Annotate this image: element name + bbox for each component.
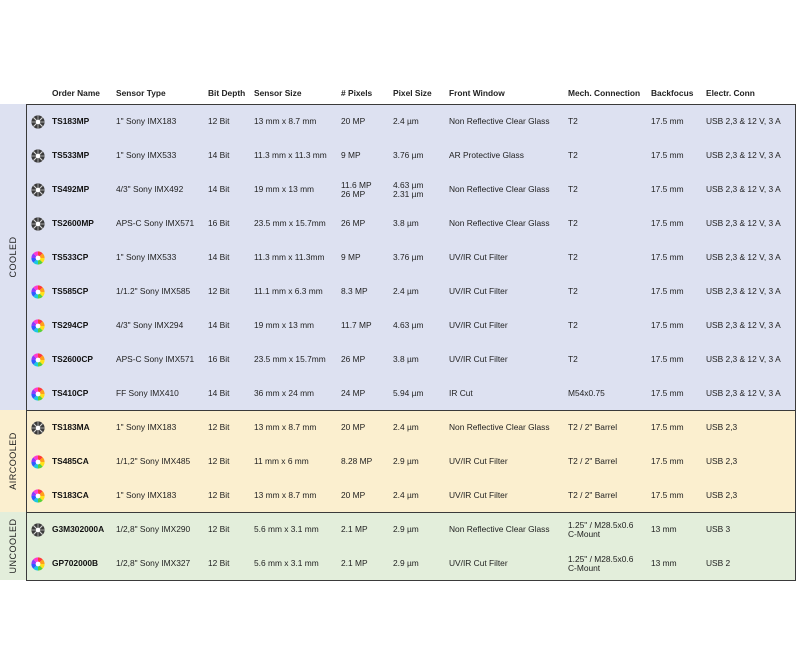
sensor-type-cell: 1/1.2" Sony IMX585 (116, 286, 191, 297)
backfocus-cell: 17.5 mm (651, 354, 684, 365)
mech-connection-cell: T2 (568, 354, 578, 365)
sensor-size-cell: 5.6 mm x 3.1 mm (254, 558, 319, 569)
table-row (27, 275, 795, 309)
pixels-cell: 26 MP (341, 218, 366, 229)
bit-depth-cell: 12 Bit (208, 116, 230, 127)
pixel-size-cell: 3.8 µm (393, 354, 419, 365)
order-name-cell: TS2600MP (52, 218, 94, 229)
mech-connection-cell: T2 (568, 320, 578, 331)
column-header: # Pixels (341, 88, 373, 98)
table-row (27, 309, 795, 343)
sensor-size-cell: 11.3 mm x 11.3 mm (254, 150, 327, 161)
pixel-size-cell: 4.63 µm (393, 320, 424, 331)
backfocus-cell: 17.5 mm (651, 252, 684, 263)
order-name-cell: TS410CP (52, 388, 89, 399)
backfocus-cell: 17.5 mm (651, 218, 684, 229)
table-row (27, 139, 795, 173)
electr-conn-cell: USB 2,3 & 12 V, 3 A (706, 286, 781, 297)
electr-conn-cell: USB 2,3 (706, 490, 738, 501)
mech-connection-cell: M54x0.75 (568, 388, 605, 399)
sensor-type-cell: 1" Sony IMX183 (116, 116, 177, 127)
group-label-uncooled: UNCOOLED (0, 512, 26, 580)
order-name-cell: TS485CA (52, 456, 89, 467)
backfocus-cell: 17.5 mm (651, 490, 684, 501)
front-window-cell: UV/IR Cut Filter (449, 320, 508, 331)
pixel-size-cell: 4.63 µm 2.31 µm (393, 179, 424, 199)
mono-sensor-icon (31, 149, 45, 163)
mech-connection-cell: 1.25" / M28.5x0.6 C-Mount (568, 553, 634, 573)
pixel-size-cell: 3.76 µm (393, 252, 424, 263)
pixel-size-cell: 2.9 µm (393, 524, 419, 535)
mech-connection-cell: T2 (568, 184, 578, 195)
color-sensor-icon (31, 455, 45, 469)
order-name-cell: TS2600CP (52, 354, 93, 365)
backfocus-cell: 17.5 mm (651, 456, 684, 467)
sensor-size-cell: 23.5 mm x 15.7mm (254, 354, 326, 365)
group-uncooled (26, 512, 796, 581)
table-row (27, 241, 795, 275)
electr-conn-cell: USB 2,3 & 12 V, 3 A (706, 218, 781, 229)
order-name-cell: TS533CP (52, 252, 89, 263)
pixel-size-cell: 2.9 µm (393, 456, 419, 467)
front-window-cell: Non Reflective Clear Glass (449, 116, 550, 127)
order-name-cell: G3M302000A (52, 524, 105, 535)
pixel-size-cell: 3.8 µm (393, 218, 419, 229)
order-name-cell: TS183MA (52, 422, 90, 433)
color-sensor-icon (31, 557, 45, 571)
backfocus-cell: 17.5 mm (651, 184, 684, 195)
mech-connection-cell: T2 (568, 286, 578, 297)
electr-conn-cell: USB 2 (706, 558, 731, 569)
bit-depth-cell: 14 Bit (208, 150, 230, 161)
pixel-size-cell: 2.9 µm (393, 558, 419, 569)
pixels-cell: 20 MP (341, 116, 366, 127)
table-row (27, 105, 795, 139)
sensor-type-cell: 1/2,8" Sony IMX290 (116, 524, 191, 535)
pixel-size-cell: 5.94 µm (393, 388, 424, 399)
pixels-cell: 8.3 MP (341, 286, 368, 297)
sensor-size-cell: 13 mm x 8.7 mm (254, 116, 317, 127)
bit-depth-cell: 16 Bit (208, 354, 230, 365)
sensor-type-cell: 4/3" Sony IMX294 (116, 320, 184, 331)
group-aircooled (26, 410, 796, 513)
sensor-type-cell: APS-C Sony IMX571 (116, 354, 195, 365)
mech-connection-cell: 1.25" / M28.5x0.6 C-Mount (568, 519, 634, 539)
mech-connection-cell: T2 / 2" Barrel (568, 456, 618, 467)
front-window-cell: Non Reflective Clear Glass (449, 218, 550, 229)
bit-depth-cell: 12 Bit (208, 558, 230, 569)
table-row (27, 547, 795, 581)
sensor-size-cell: 13 mm x 8.7 mm (254, 422, 317, 433)
sensor-type-cell: 1" Sony IMX183 (116, 490, 177, 501)
column-header: Bit Depth (208, 88, 246, 98)
sensor-type-cell: 1/1,2" Sony IMX485 (116, 456, 191, 467)
column-header: Electr. Conn (706, 88, 755, 98)
electr-conn-cell: USB 2,3 & 12 V, 3 A (706, 116, 781, 127)
bit-depth-cell: 12 Bit (208, 456, 230, 467)
sensor-type-cell: 4/3" Sony IMX492 (116, 184, 184, 195)
column-header: Sensor Size (254, 88, 302, 98)
mech-connection-cell: T2 / 2" Barrel (568, 422, 618, 433)
order-name-cell: TS533MP (52, 150, 90, 161)
sensor-type-cell: 1/2,8" Sony IMX327 (116, 558, 191, 569)
bit-depth-cell: 14 Bit (208, 388, 230, 399)
sensor-type-cell: FF Sony IMX410 (116, 388, 179, 399)
table-row (27, 445, 795, 479)
sensor-size-cell: 23.5 mm x 15.7mm (254, 218, 326, 229)
color-sensor-icon (31, 251, 45, 265)
sensor-size-cell: 11.1 mm x 6.3 mm (254, 286, 323, 297)
bit-depth-cell: 14 Bit (208, 320, 230, 331)
pixel-size-cell: 2.4 µm (393, 116, 419, 127)
electr-conn-cell: USB 2,3 & 12 V, 3 A (706, 320, 781, 331)
group-cooled (26, 104, 796, 411)
mech-connection-cell: T2 (568, 116, 578, 127)
table-row (27, 513, 795, 547)
front-window-cell: UV/IR Cut Filter (449, 286, 508, 297)
electr-conn-cell: USB 2,3 & 12 V, 3 A (706, 354, 781, 365)
electr-conn-cell: USB 2,3 (706, 456, 738, 467)
bit-depth-cell: 12 Bit (208, 524, 230, 535)
table-row (27, 207, 795, 241)
bit-depth-cell: 14 Bit (208, 252, 230, 263)
column-header: Mech. Connection (568, 88, 641, 98)
front-window-cell: UV/IR Cut Filter (449, 558, 508, 569)
mech-connection-cell: T2 (568, 218, 578, 229)
backfocus-cell: 13 mm (651, 524, 677, 535)
mono-sensor-icon (31, 115, 45, 129)
sensor-size-cell: 11.3 mm x 11.3mm (254, 252, 325, 263)
column-header: Sensor Type (116, 88, 166, 98)
pixels-cell: 11.7 MP (341, 320, 372, 331)
backfocus-cell: 17.5 mm (651, 422, 684, 433)
front-window-cell: IR Cut (449, 388, 473, 399)
bit-depth-cell: 12 Bit (208, 422, 230, 433)
electr-conn-cell: USB 3 (706, 524, 731, 535)
mono-sensor-icon (31, 217, 45, 231)
column-header: Order Name (52, 88, 100, 98)
mech-connection-cell: T2 (568, 150, 578, 161)
table-row (27, 173, 795, 207)
order-name-cell: TS492MP (52, 184, 90, 195)
electr-conn-cell: USB 2,3 & 12 V, 3 A (706, 388, 781, 399)
front-window-cell: UV/IR Cut Filter (449, 252, 508, 263)
pixels-cell: 20 MP (341, 422, 366, 433)
table-row (27, 377, 795, 411)
front-window-cell: Non Reflective Clear Glass (449, 524, 550, 535)
pixels-cell: 24 MP (341, 388, 366, 399)
order-name-cell: GP702000B (52, 558, 99, 569)
front-window-cell: Non Reflective Clear Glass (449, 422, 550, 433)
pixel-size-cell: 2.4 µm (393, 286, 419, 297)
column-header: Front Window (449, 88, 505, 98)
pixels-cell: 2.1 MP (341, 558, 368, 569)
pixel-size-cell: 2.4 µm (393, 490, 419, 501)
backfocus-cell: 17.5 mm (651, 150, 684, 161)
mech-connection-cell: T2 / 2" Barrel (568, 490, 618, 501)
front-window-cell: UV/IR Cut Filter (449, 456, 508, 467)
front-window-cell: AR Protective Glass (449, 150, 524, 161)
order-name-cell: TS183CA (52, 490, 89, 501)
mono-sensor-icon (31, 183, 45, 197)
pixel-size-cell: 3.76 µm (393, 150, 424, 161)
mech-connection-cell: T2 (568, 252, 578, 263)
pixels-cell: 8.28 MP (341, 456, 373, 467)
table-row (27, 343, 795, 377)
electr-conn-cell: USB 2,3 & 12 V, 3 A (706, 150, 781, 161)
electr-conn-cell: USB 2,3 & 12 V, 3 A (706, 252, 781, 263)
backfocus-cell: 17.5 mm (651, 388, 684, 399)
order-name-cell: TS585CP (52, 286, 89, 297)
pixels-cell: 9 MP (341, 150, 361, 161)
sensor-size-cell: 11 mm x 6 mm (254, 456, 309, 467)
pixel-size-cell: 2.4 µm (393, 422, 419, 433)
color-sensor-icon (31, 489, 45, 503)
bit-depth-cell: 14 Bit (208, 184, 230, 195)
backfocus-cell: 17.5 mm (651, 320, 684, 331)
front-window-cell: UV/IR Cut Filter (449, 490, 508, 501)
sensor-size-cell: 19 mm x 13 mm (254, 320, 315, 331)
group-label-cooled: COOLED (0, 104, 26, 410)
sensor-type-cell: APS-C Sony IMX571 (116, 218, 195, 229)
color-sensor-icon (31, 285, 45, 299)
backfocus-cell: 17.5 mm (651, 116, 684, 127)
pixels-cell: 2.1 MP (341, 524, 368, 535)
pixels-cell: 26 MP (341, 354, 366, 365)
pixels-cell: 11.6 MP 26 MP (341, 179, 372, 199)
bit-depth-cell: 12 Bit (208, 490, 230, 501)
sensor-type-cell: 1" Sony IMX183 (116, 422, 177, 433)
color-sensor-icon (31, 387, 45, 401)
group-label-aircooled: AIRCOOLED (0, 410, 26, 512)
backfocus-cell: 13 mm (651, 558, 677, 569)
order-name-cell: TS183MP (52, 116, 90, 127)
color-sensor-icon (31, 319, 45, 333)
bit-depth-cell: 16 Bit (208, 218, 230, 229)
sensor-size-cell: 19 mm x 13 mm (254, 184, 315, 195)
pixels-cell: 9 MP (341, 252, 361, 263)
electr-conn-cell: USB 2,3 & 12 V, 3 A (706, 184, 781, 195)
sensor-type-cell: 1" Sony IMX533 (116, 150, 177, 161)
sensor-type-cell: 1" Sony IMX533 (116, 252, 177, 263)
backfocus-cell: 17.5 mm (651, 286, 684, 297)
mono-sensor-icon (31, 523, 45, 537)
front-window-cell: Non Reflective Clear Glass (449, 184, 550, 195)
table-row (27, 479, 795, 513)
order-name-cell: TS294CP (52, 320, 89, 331)
bit-depth-cell: 12 Bit (208, 286, 230, 297)
table-row (27, 411, 795, 445)
pixels-cell: 20 MP (341, 490, 366, 501)
column-header: Backfocus (651, 88, 694, 98)
color-sensor-icon (31, 353, 45, 367)
sensor-size-cell: 5.6 mm x 3.1 mm (254, 524, 319, 535)
sensor-size-cell: 36 mm x 24 mm (254, 388, 315, 399)
column-header: Pixel Size (393, 88, 432, 98)
sensor-size-cell: 13 mm x 8.7 mm (254, 490, 317, 501)
electr-conn-cell: USB 2,3 (706, 422, 738, 433)
front-window-cell: UV/IR Cut Filter (449, 354, 508, 365)
mono-sensor-icon (31, 421, 45, 435)
